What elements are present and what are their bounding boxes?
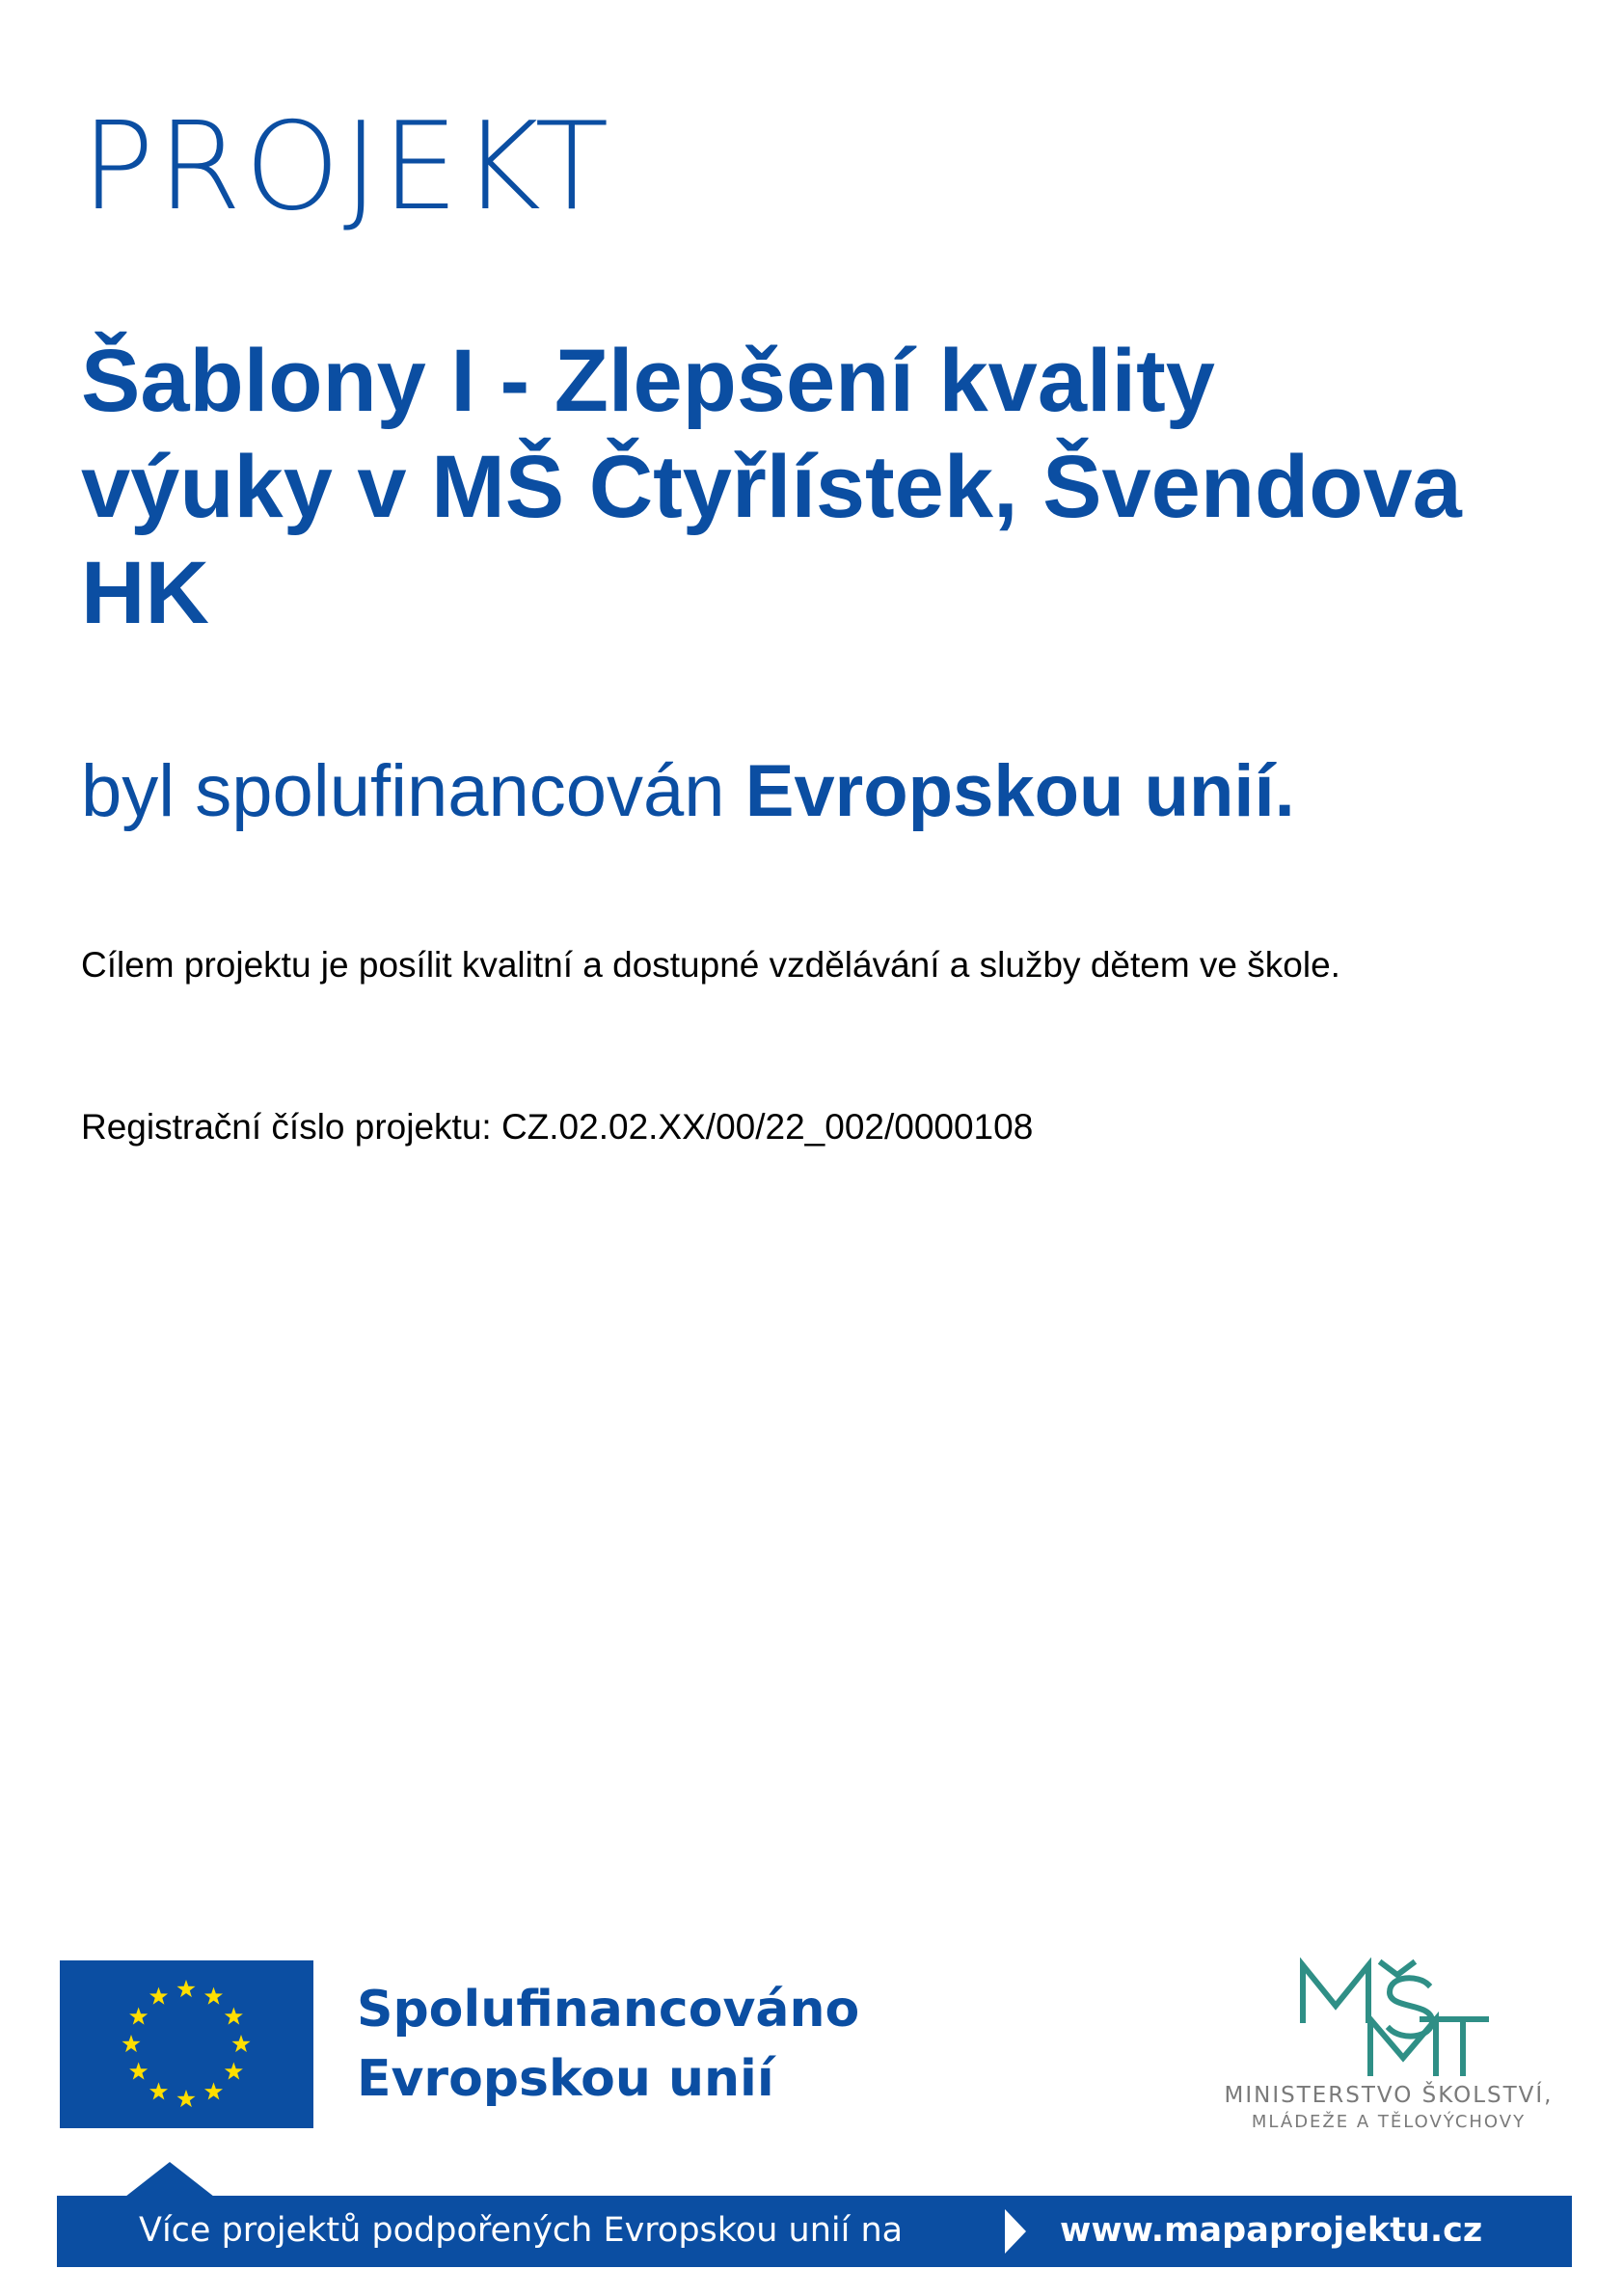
msmt-monogram-icon [1297, 1958, 1490, 2078]
eu-star-icon [204, 1987, 223, 2005]
eu-star-icon [176, 1980, 195, 1997]
eu-flag-icon [60, 1960, 313, 2128]
eu-star-icon [204, 2082, 223, 2099]
msmt-line1: MINISTERSTVO ŠKOLSTVÍ, [1224, 2083, 1554, 2108]
page-heading: PROJEKT [81, 95, 612, 237]
eu-star-icon [149, 1987, 168, 2005]
eu-star-icon [231, 2035, 250, 2052]
eu-logo-line1: Spolufinancováno [357, 1981, 860, 2039]
cofinanced-statement [81, 750, 1295, 832]
eu-star-icon [129, 2063, 148, 2080]
eu-star-icon [225, 2008, 243, 2025]
eu-star-icon [122, 2035, 140, 2052]
cofinanced-by: Evropskou unií. [744, 750, 1295, 832]
eu-star-icon [129, 2008, 148, 2025]
banner-url-link[interactable]: www.mapaprojektu.cz [1060, 2211, 1483, 2250]
project-title: Šablony I - Zlepšení kvality výuky v MŠ Čtyřlístek, Švendova HK [81, 332, 1462, 642]
eu-star-icon [225, 2063, 243, 2080]
arrow-right-icon [1005, 2209, 1026, 2254]
eu-cofinanced-logo-text [357, 1975, 859, 2114]
banner-text: Více projektů podpořených Evropskou unií na [139, 2211, 904, 2250]
msmt-logo-text [1205, 2083, 1572, 2132]
project-goal: Cílem projektu je posílit kvalitní a dostupné vzdělávání a služby dětem ve škole. [81, 945, 1340, 985]
eu-star-icon [176, 2090, 195, 2107]
bottom-banner [57, 2196, 1572, 2267]
eu-logo-line2: Evropskou unií [357, 2050, 774, 2108]
banner-notch [125, 2162, 214, 2197]
registration-number: Registrační číslo projektu: CZ.02.02.XX/00/22_002/0000108 [81, 1107, 1034, 1147]
eu-star-icon [149, 2082, 168, 2099]
cofinanced-prefix: byl spolufinancován [81, 750, 725, 832]
msmt-line2: MLÁDEŽE A TĚLOVÝCHOVY [1251, 2112, 1527, 2132]
